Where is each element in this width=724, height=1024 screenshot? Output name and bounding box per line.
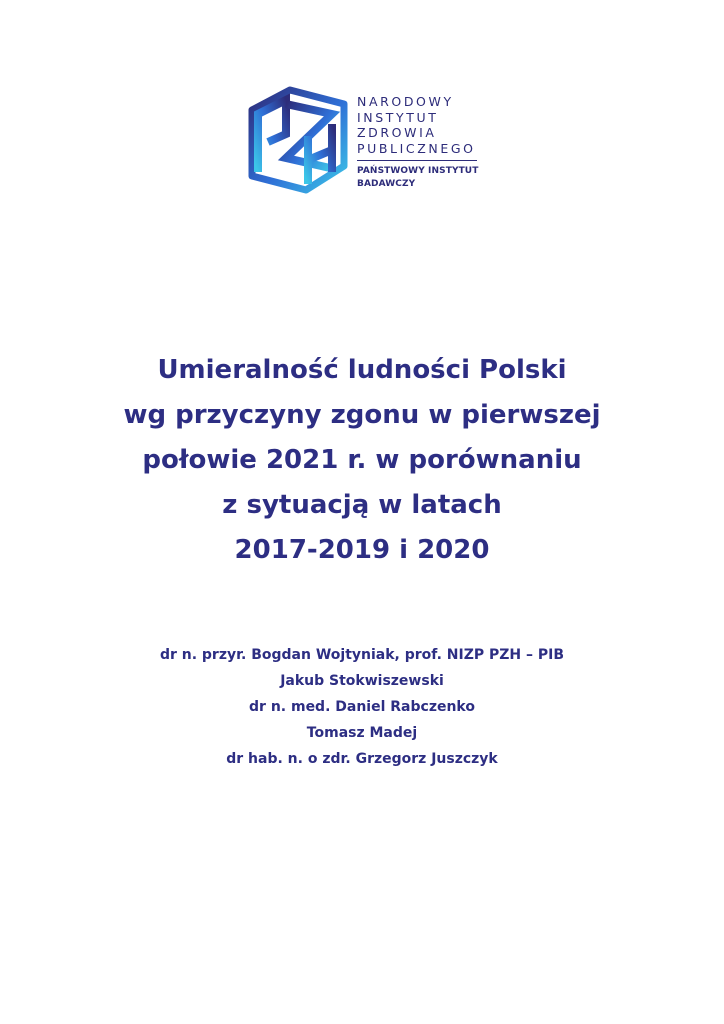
logo-line-2: INSTYTUT	[357, 109, 439, 125]
logo-divider	[357, 160, 477, 161]
author-list	[62, 642, 662, 772]
logo-sub-line-2: BADAWCZY	[357, 178, 416, 189]
title-line-5: 2017-2019 i 2020	[234, 535, 490, 565]
logo-line-4: PUBLICZNEGO	[357, 140, 476, 156]
institute-logo	[246, 84, 486, 204]
logo-sub-line-1: PAŃSTWOWY INSTYTUT	[357, 166, 479, 176]
logo-line-3: ZDROWIA	[357, 125, 437, 140]
title-line-1: Umieralność ludności Polski	[157, 355, 567, 385]
author-3: dr n. med. Daniel Rabczenko	[249, 699, 475, 715]
logo-wordmark	[357, 94, 491, 190]
pzh-logo-mark-icon	[246, 84, 350, 196]
title-line-4: z sytuacją w latach	[222, 490, 502, 520]
author-1: dr n. przyr. Bogdan Wojtyniak, prof. NIZP PZH – PIB	[159, 647, 565, 663]
author-4: Tomasz Madej	[306, 725, 418, 741]
author-2: Jakub Stokwiszewski	[280, 673, 444, 689]
title-line-2: wg przyczyny zgonu w pierwszej	[123, 400, 601, 430]
author-5: dr hab. n. o zdr. Grzegorz Juszczyk	[226, 751, 498, 767]
title-line-3: połowie 2021 r. w porównaniu	[142, 445, 582, 475]
report-title	[62, 348, 662, 573]
logo-line-1: NARODOWY	[357, 94, 454, 109]
